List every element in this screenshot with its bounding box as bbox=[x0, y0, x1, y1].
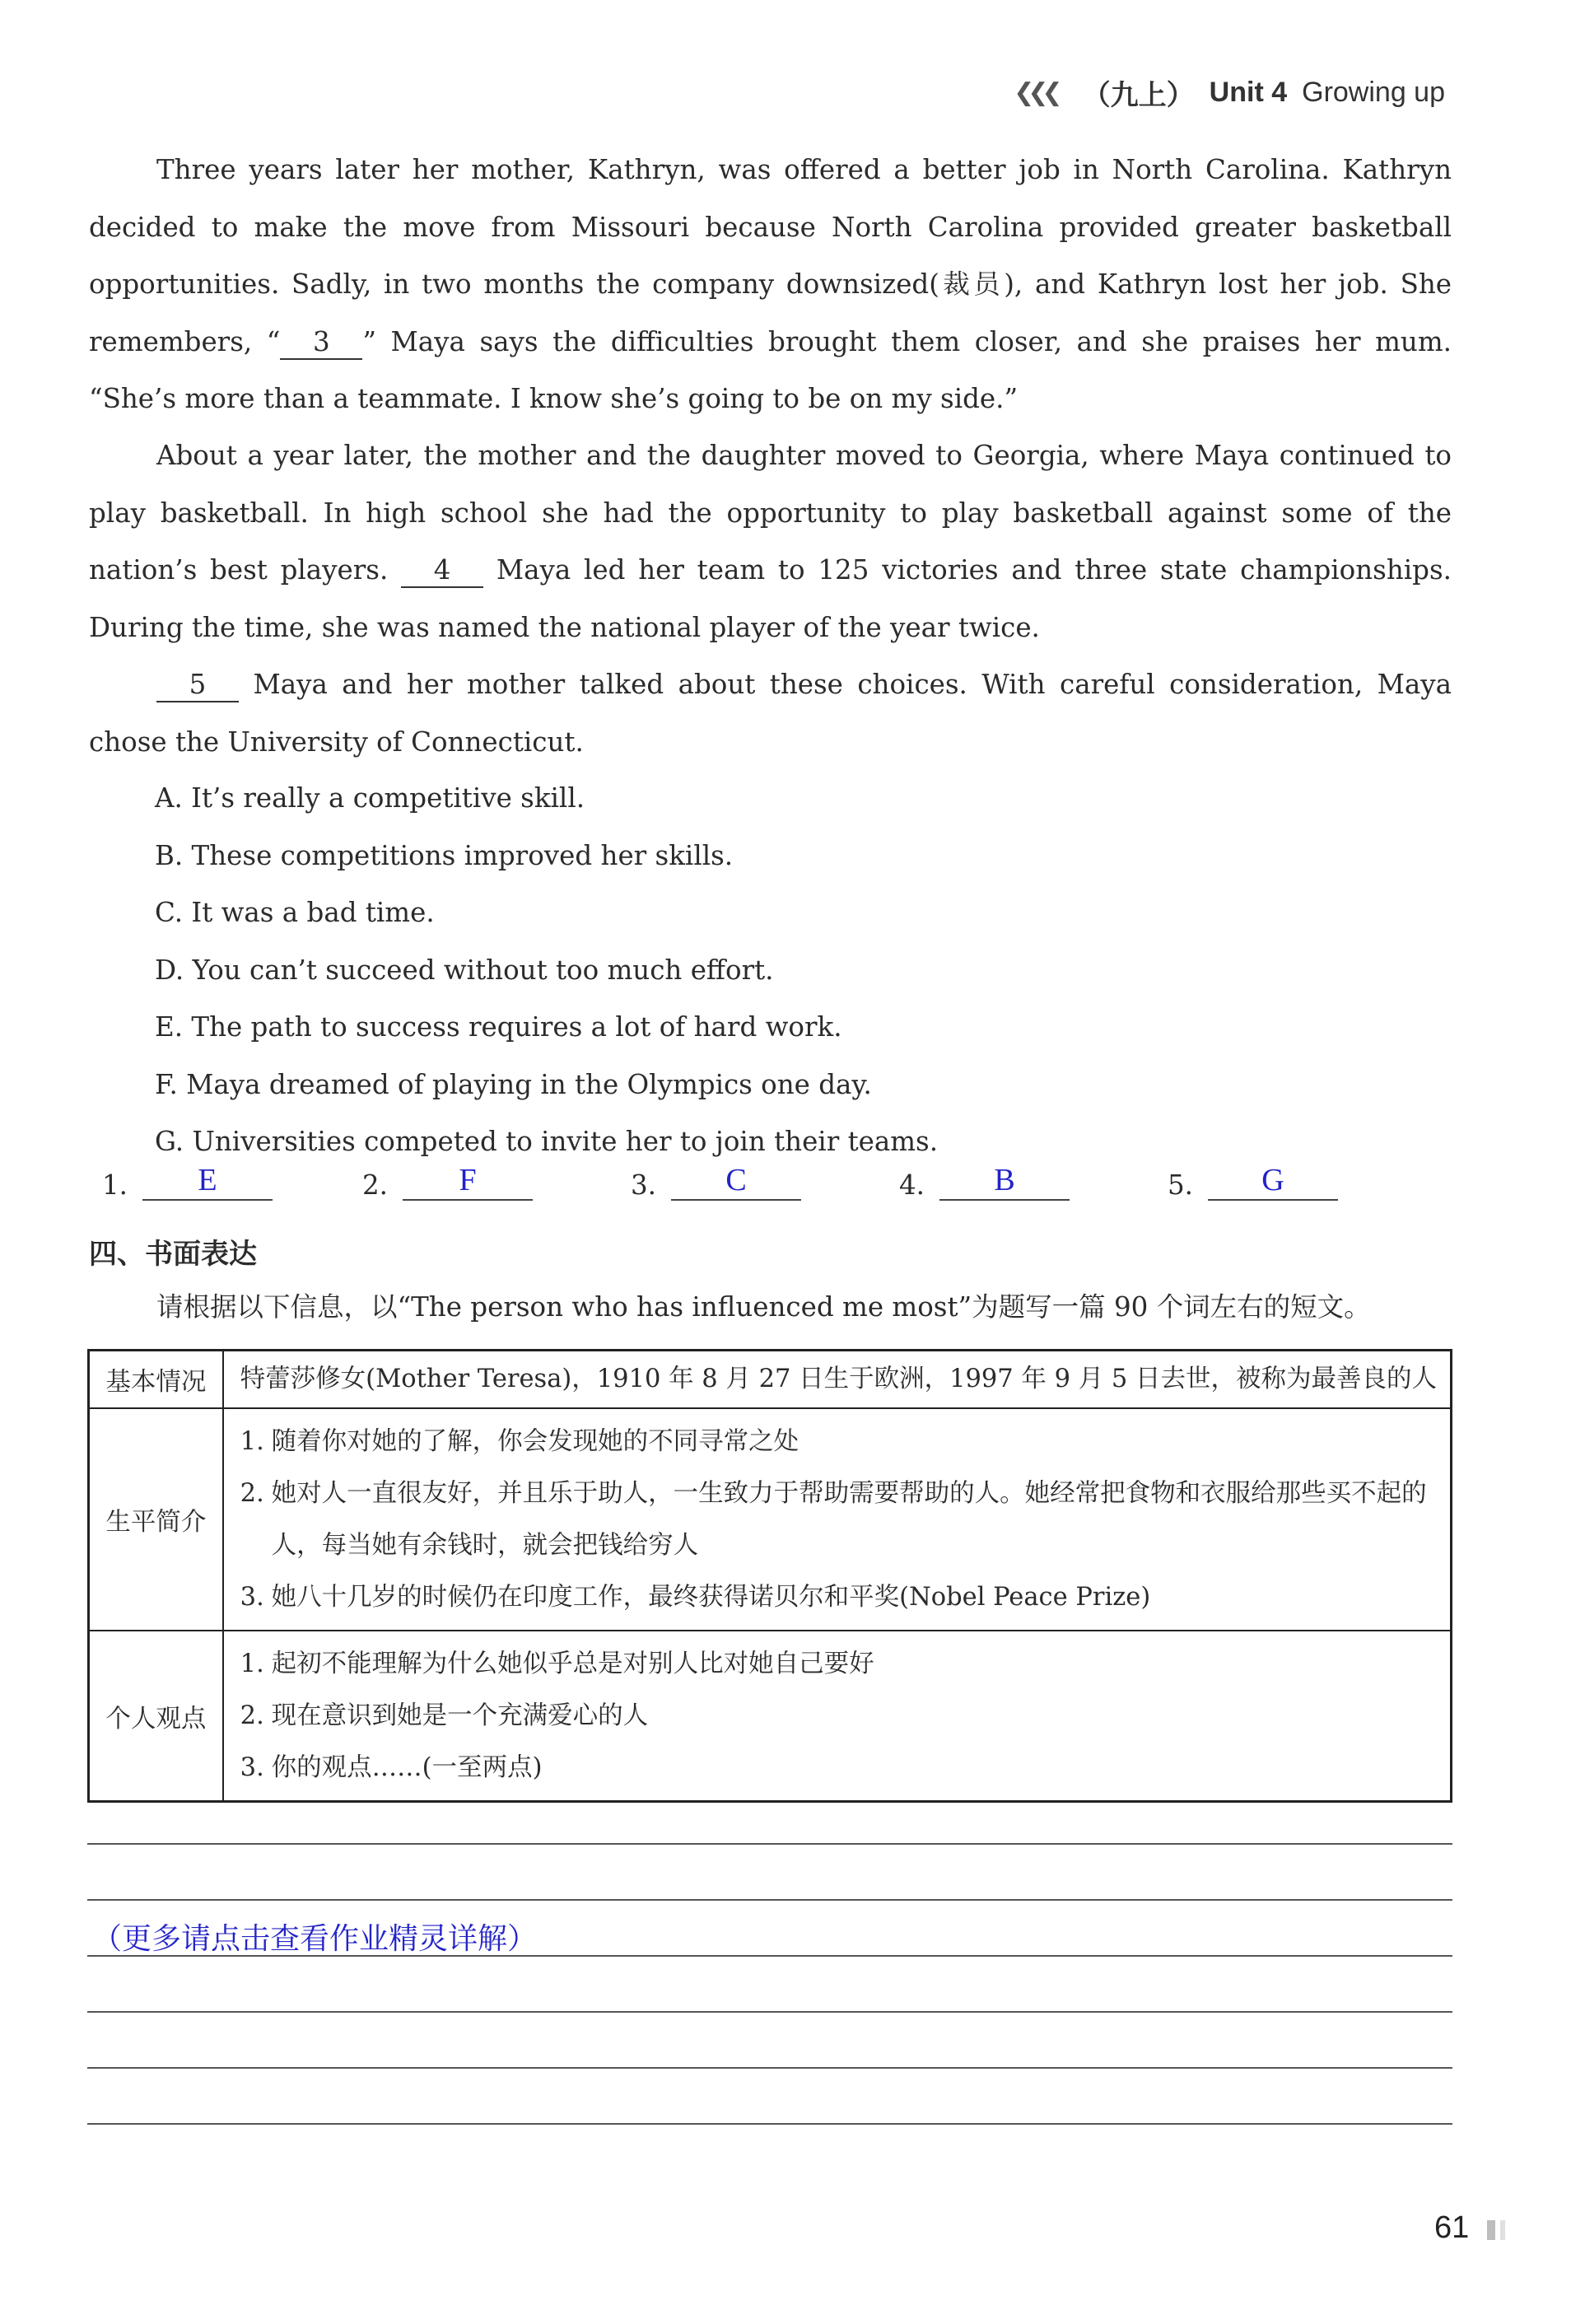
option-d: D. You can’t succeed without too much effort. bbox=[155, 954, 774, 986]
unit-title: Growing up bbox=[1302, 77, 1445, 108]
chevron-left-icon: ❮❮❮ bbox=[1014, 79, 1056, 106]
answer-number: 3. bbox=[631, 1169, 657, 1201]
item-text: 她对人一直很友好，并且乐于助人，一生致力于帮助需要帮助的人。她经常把食物和衣服给那些买不起的人，每当她有余钱时，就会把钱给穷人 bbox=[271, 1479, 1427, 1560]
passage-paragraph-3 bbox=[89, 656, 1452, 771]
page-edge-mark bbox=[1500, 2220, 1505, 2240]
item-text: 起初不能理解为什么她似乎总是对别人比对她自己要好 bbox=[271, 1650, 874, 1678]
options-list bbox=[155, 770, 938, 1171]
passage-paragraph-1 bbox=[89, 142, 1452, 428]
answer-3 bbox=[631, 1161, 801, 1201]
writing-line bbox=[87, 1843, 1452, 1845]
writing-line bbox=[87, 2067, 1452, 2069]
writing-line bbox=[87, 1899, 1452, 1901]
blank-4: 4 bbox=[401, 553, 483, 588]
answer-row bbox=[102, 1161, 1452, 1219]
item-text: 随着你对她的了解，你会发现她的不同寻常之处 bbox=[271, 1427, 799, 1456]
life-item bbox=[240, 1416, 1437, 1468]
option-a: A. It’s really a competitive skill. bbox=[155, 782, 585, 814]
paragraph-text: About a year later, the mother and the daughter moved to Georgia, where Maya continued to play basketball. In high school she had the opportunity to play basketball against some of the nation’s best players. bbox=[89, 440, 1452, 586]
page-number: 61 bbox=[1434, 2210, 1470, 2245]
writing-line bbox=[87, 2011, 1452, 2013]
life-item bbox=[240, 1571, 1437, 1623]
item-number: 3. bbox=[240, 1753, 264, 1782]
answer-value: G bbox=[1208, 1161, 1338, 1201]
item-number: 2. bbox=[240, 1701, 264, 1730]
more-details-link[interactable]: （更多请点击查看作业精灵详解） bbox=[92, 1922, 538, 1956]
blank-3: 3 bbox=[280, 325, 362, 360]
view-item bbox=[240, 1690, 1437, 1742]
item-number: 1. bbox=[240, 1427, 264, 1456]
table-row bbox=[89, 1631, 1452, 1802]
item-text: 她八十几岁的时候仍在印度工作，最终获得诺贝尔和平奖(Nobel Peace Prize) bbox=[271, 1583, 1151, 1612]
item-text: 现在意识到她是一个充满爱心的人 bbox=[271, 1701, 649, 1730]
passage-paragraph-2 bbox=[89, 427, 1452, 656]
answer-value: B bbox=[939, 1161, 1070, 1201]
answer-number: 4. bbox=[899, 1169, 925, 1201]
paragraph-text: Maya led her team to 125 victories and three state championships. During the time, she was named the national player of the year twice. bbox=[89, 554, 1452, 643]
answer-value: C bbox=[671, 1161, 801, 1201]
page-header bbox=[1014, 72, 1445, 113]
option-f: F. Maya dreamed of playing in the Olympics one day. bbox=[155, 1068, 872, 1100]
option-g: G. Universities competed to invite her to join their teams. bbox=[155, 1126, 939, 1157]
option-e: E. The path to success requires a lot of hard work. bbox=[155, 1011, 842, 1043]
view-label: 个人观点 bbox=[89, 1631, 223, 1802]
answer-5 bbox=[1168, 1161, 1338, 1201]
view-item bbox=[240, 1638, 1437, 1690]
view-item bbox=[240, 1742, 1437, 1794]
basic-label: 基本情况 bbox=[89, 1351, 223, 1409]
section-title: 四、书面表达 bbox=[89, 1238, 257, 1271]
answer-number: 5. bbox=[1168, 1169, 1194, 1201]
unit-label: Unit 4 bbox=[1209, 77, 1288, 108]
paragraph-text: ” Maya says the difficulties brought them closer, and she praises her mum. “She’s more than a teammate. I know she’s going to be on my side.” bbox=[89, 325, 1452, 414]
basic-info: 特蕾莎修女(Mother Teresa)，1910 年 8 月 27 日生于欧洲，1997 年 9 月 5 日去世，被称为最善良的人 bbox=[223, 1351, 1452, 1409]
info-table bbox=[87, 1349, 1452, 1803]
answer-1 bbox=[102, 1161, 273, 1201]
answer-2 bbox=[362, 1161, 533, 1201]
table-row bbox=[89, 1351, 1452, 1409]
table-row bbox=[89, 1408, 1452, 1631]
option-c: C. It was a bad time. bbox=[155, 897, 435, 928]
answer-value: E bbox=[142, 1161, 273, 1201]
answer-4 bbox=[899, 1161, 1070, 1201]
item-number: 1. bbox=[240, 1650, 264, 1678]
answer-number: 1. bbox=[102, 1169, 128, 1201]
writing-instruction: 请根据以下信息，以“The person who has influenced me most”为题写一篇 90 个词左右的短文。 bbox=[156, 1291, 1371, 1323]
paragraph-text: Maya and her mother talked about these choices. With careful consideration, Maya chose the University of Connecticut. bbox=[89, 669, 1452, 758]
life-item bbox=[240, 1468, 1437, 1571]
life-items bbox=[223, 1408, 1452, 1631]
page-edge-mark bbox=[1487, 2220, 1495, 2240]
item-text: 你的观点……(一至两点) bbox=[271, 1753, 543, 1782]
grade-label: （九上） bbox=[1082, 80, 1195, 111]
item-number: 3. bbox=[240, 1583, 264, 1612]
option-b: B. These competitions improved her skills. bbox=[155, 839, 734, 871]
blank-5: 5 bbox=[156, 668, 239, 702]
writing-line bbox=[87, 2123, 1452, 2125]
answer-value: F bbox=[403, 1161, 533, 1201]
item-number: 2. bbox=[240, 1479, 264, 1508]
life-label: 生平简介 bbox=[89, 1408, 223, 1631]
answer-number: 2. bbox=[362, 1169, 389, 1201]
paragraph-text: Three years later her mother, Kathryn, was offered a better job in North Carolina. Kathryn decided to make the move from Missouri because North Carolina provided greater basketball opportunities. Sadly, in two months the company downsized(裁员), and Kathryn lost her job. She remembers, “ bbox=[89, 154, 1452, 357]
view-items bbox=[223, 1631, 1452, 1802]
